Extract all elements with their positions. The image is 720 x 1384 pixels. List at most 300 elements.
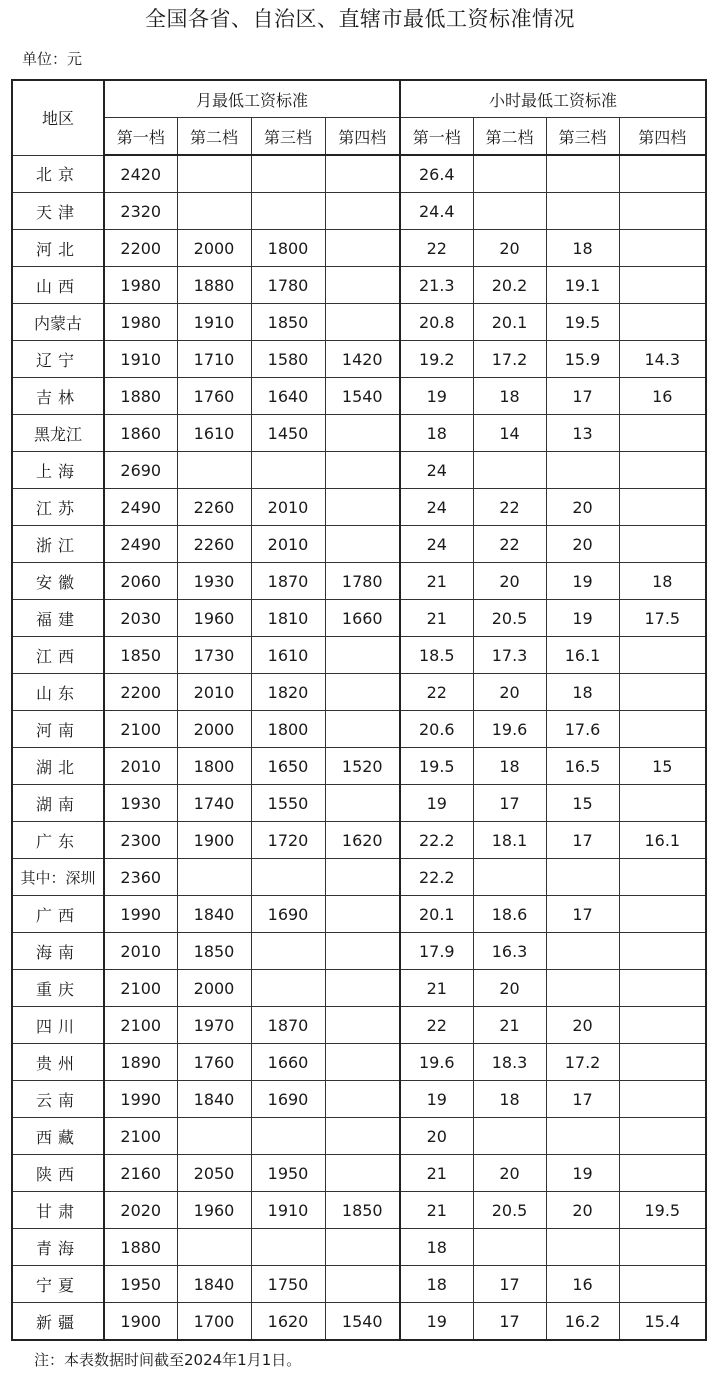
monthly-tier-1-cell: 2060 — [104, 563, 177, 600]
monthly-tier-3-cell: 1750 — [251, 1266, 325, 1303]
monthly-tier-1-cell: 1980 — [104, 267, 177, 304]
table-row — [12, 637, 706, 674]
monthly-tier-4-cell — [325, 304, 400, 341]
hourly-tier-2-cell: 22 — [473, 526, 546, 563]
region-cell: 陕西 — [12, 1155, 104, 1192]
monthly-tier-2-cell: 1900 — [177, 822, 251, 859]
monthly-tier-4-cell — [325, 526, 400, 563]
table-row — [12, 489, 706, 526]
hourly-tier-3-cell — [546, 933, 619, 970]
hourly-tier-4-cell — [619, 489, 706, 526]
header-monthly: 月最低工资标准 — [104, 80, 400, 118]
monthly-tier-3-cell — [251, 933, 325, 970]
table-row — [12, 526, 706, 563]
region-cell: 四川 — [12, 1007, 104, 1044]
hourly-tier-2-cell: 16.3 — [473, 933, 546, 970]
table-body — [12, 155, 706, 1340]
monthly-tier-3-cell: 1800 — [251, 711, 325, 748]
table-row — [12, 267, 706, 304]
region-cell: 其中：深圳 — [12, 859, 104, 896]
hourly-tier-4-cell: 17.5 — [619, 600, 706, 637]
monthly-tier-2-cell: 2010 — [177, 674, 251, 711]
monthly-tier-3-cell: 1800 — [251, 230, 325, 267]
monthly-tier-4-cell — [325, 1007, 400, 1044]
hourly-tier-2-cell: 22 — [473, 489, 546, 526]
hourly-tier-1-cell: 24 — [400, 526, 473, 563]
hourly-tier-2-cell — [473, 452, 546, 489]
hourly-tier-2-cell: 18.6 — [473, 896, 546, 933]
monthly-tier-3-cell: 1870 — [251, 563, 325, 600]
region-cell: 山西 — [12, 267, 104, 304]
monthly-tier-1-cell: 1880 — [104, 1229, 177, 1266]
hourly-tier-4-cell — [619, 1155, 706, 1192]
hourly-tier-4-cell — [619, 1229, 706, 1266]
monthly-tier-3-cell: 1950 — [251, 1155, 325, 1192]
region-cell: 内蒙古 — [12, 304, 104, 341]
hourly-tier-3-cell: 19 — [546, 563, 619, 600]
hourly-tier-1-cell: 20.1 — [400, 896, 473, 933]
monthly-tier-2-cell: 2000 — [177, 970, 251, 1007]
monthly-tier-4-cell — [325, 230, 400, 267]
monthly-tier-2-cell — [177, 193, 251, 230]
hourly-tier-2-cell: 17 — [473, 1303, 546, 1341]
region-cell: 天津 — [12, 193, 104, 230]
monthly-tier-1-cell: 2030 — [104, 600, 177, 637]
monthly-tier-4-cell — [325, 1044, 400, 1081]
hourly-tier-2-cell: 20.5 — [473, 600, 546, 637]
monthly-tier-2-cell: 1760 — [177, 378, 251, 415]
region-cell: 新疆 — [12, 1303, 104, 1341]
hourly-tier-1-cell: 20 — [400, 1118, 473, 1155]
table-row — [12, 785, 706, 822]
monthly-tier-3-cell: 1690 — [251, 1081, 325, 1118]
monthly-tier-1-cell: 2160 — [104, 1155, 177, 1192]
hourly-tier-1-cell: 19 — [400, 785, 473, 822]
hourly-tier-2-cell: 20 — [473, 230, 546, 267]
region-cell: 海南 — [12, 933, 104, 970]
monthly-tier-2-cell: 1800 — [177, 748, 251, 785]
table-row — [12, 1266, 706, 1303]
hourly-tier-2-cell: 18.1 — [473, 822, 546, 859]
monthly-tier-3-cell — [251, 859, 325, 896]
monthly-tier-2-cell: 1880 — [177, 267, 251, 304]
monthly-tier-2-cell: 1960 — [177, 1192, 251, 1229]
monthly-tier-2-cell: 1840 — [177, 1266, 251, 1303]
hourly-tier-3-cell: 17 — [546, 1081, 619, 1118]
header-hourly-tier-3: 第三档 — [546, 118, 619, 156]
hourly-tier-2-cell: 20 — [473, 563, 546, 600]
hourly-tier-1-cell: 21 — [400, 563, 473, 600]
monthly-tier-3-cell: 1690 — [251, 896, 325, 933]
table-row — [12, 1118, 706, 1155]
hourly-tier-1-cell: 22 — [400, 674, 473, 711]
monthly-tier-2-cell: 1840 — [177, 896, 251, 933]
hourly-tier-3-cell: 20 — [546, 1007, 619, 1044]
hourly-tier-1-cell: 22 — [400, 230, 473, 267]
hourly-tier-3-cell: 16.2 — [546, 1303, 619, 1341]
hourly-tier-4-cell — [619, 1007, 706, 1044]
hourly-tier-1-cell: 19 — [400, 1081, 473, 1118]
header-region: 地区 — [12, 80, 104, 155]
monthly-tier-2-cell: 1710 — [177, 341, 251, 378]
hourly-tier-3-cell — [546, 1229, 619, 1266]
monthly-tier-2-cell: 1910 — [177, 304, 251, 341]
monthly-tier-1-cell: 2010 — [104, 748, 177, 785]
hourly-tier-3-cell: 18 — [546, 230, 619, 267]
table-row — [12, 859, 706, 896]
hourly-tier-1-cell: 21.3 — [400, 267, 473, 304]
table-row — [12, 933, 706, 970]
unit-label: 单位：元 — [22, 50, 83, 68]
monthly-tier-1-cell: 1860 — [104, 415, 177, 452]
hourly-tier-2-cell — [473, 1229, 546, 1266]
hourly-tier-1-cell: 20.6 — [400, 711, 473, 748]
hourly-tier-1-cell: 18 — [400, 415, 473, 452]
hourly-tier-1-cell: 22 — [400, 1007, 473, 1044]
monthly-tier-3-cell: 1780 — [251, 267, 325, 304]
monthly-tier-1-cell: 1980 — [104, 304, 177, 341]
hourly-tier-1-cell: 17.9 — [400, 933, 473, 970]
hourly-tier-2-cell: 20.5 — [473, 1192, 546, 1229]
monthly-tier-1-cell: 1910 — [104, 341, 177, 378]
hourly-tier-4-cell — [619, 193, 706, 230]
monthly-tier-2-cell: 1840 — [177, 1081, 251, 1118]
monthly-tier-3-cell — [251, 1118, 325, 1155]
monthly-tier-4-cell — [325, 1229, 400, 1266]
table-row — [12, 711, 706, 748]
header-monthly-tier-4: 第四档 — [325, 118, 400, 156]
region-cell: 吉林 — [12, 378, 104, 415]
monthly-tier-4-cell — [325, 859, 400, 896]
hourly-tier-1-cell: 22.2 — [400, 859, 473, 896]
monthly-tier-2-cell — [177, 155, 251, 193]
monthly-tier-3-cell: 1610 — [251, 637, 325, 674]
monthly-tier-2-cell: 1740 — [177, 785, 251, 822]
hourly-tier-2-cell: 18 — [473, 1081, 546, 1118]
region-cell: 河南 — [12, 711, 104, 748]
hourly-tier-2-cell: 18 — [473, 748, 546, 785]
hourly-tier-4-cell — [619, 155, 706, 193]
table-row — [12, 1044, 706, 1081]
region-cell: 江西 — [12, 637, 104, 674]
hourly-tier-2-cell: 20 — [473, 674, 546, 711]
table-row — [12, 748, 706, 785]
hourly-tier-3-cell: 20 — [546, 526, 619, 563]
table-row — [12, 415, 706, 452]
table-row — [12, 341, 706, 378]
hourly-tier-3-cell: 19.1 — [546, 267, 619, 304]
monthly-tier-2-cell: 1760 — [177, 1044, 251, 1081]
region-cell: 辽宁 — [12, 341, 104, 378]
monthly-tier-1-cell: 2100 — [104, 970, 177, 1007]
hourly-tier-1-cell: 20.8 — [400, 304, 473, 341]
hourly-tier-3-cell: 20 — [546, 489, 619, 526]
monthly-tier-4-cell — [325, 155, 400, 193]
monthly-tier-4-cell: 1420 — [325, 341, 400, 378]
monthly-tier-3-cell: 1820 — [251, 674, 325, 711]
monthly-tier-3-cell: 1850 — [251, 304, 325, 341]
monthly-tier-3-cell: 2010 — [251, 526, 325, 563]
region-cell: 贵州 — [12, 1044, 104, 1081]
monthly-tier-2-cell: 1970 — [177, 1007, 251, 1044]
header-hourly: 小时最低工资标准 — [400, 80, 706, 118]
header-monthly-tier-1: 第一档 — [104, 118, 177, 156]
monthly-tier-1-cell: 2020 — [104, 1192, 177, 1229]
monthly-tier-4-cell: 1520 — [325, 748, 400, 785]
monthly-tier-1-cell: 1890 — [104, 1044, 177, 1081]
wage-table — [11, 79, 707, 1341]
hourly-tier-3-cell — [546, 452, 619, 489]
region-cell: 黑龙江 — [12, 415, 104, 452]
table-row — [12, 193, 706, 230]
hourly-tier-4-cell — [619, 526, 706, 563]
monthly-tier-4-cell — [325, 452, 400, 489]
header-hourly-tier-4: 第四档 — [619, 118, 706, 156]
monthly-tier-2-cell — [177, 1118, 251, 1155]
region-cell: 宁夏 — [12, 1266, 104, 1303]
region-cell: 广东 — [12, 822, 104, 859]
hourly-tier-2-cell: 17 — [473, 1266, 546, 1303]
monthly-tier-3-cell: 1450 — [251, 415, 325, 452]
monthly-tier-1-cell: 1950 — [104, 1266, 177, 1303]
monthly-tier-4-cell: 1620 — [325, 822, 400, 859]
monthly-tier-2-cell: 1960 — [177, 600, 251, 637]
hourly-tier-1-cell: 24 — [400, 452, 473, 489]
monthly-tier-1-cell: 1990 — [104, 896, 177, 933]
monthly-tier-4-cell — [325, 970, 400, 1007]
monthly-tier-2-cell — [177, 859, 251, 896]
header-hourly-tier-2: 第二档 — [473, 118, 546, 156]
monthly-tier-1-cell: 2320 — [104, 193, 177, 230]
monthly-tier-4-cell — [325, 711, 400, 748]
monthly-tier-3-cell: 1660 — [251, 1044, 325, 1081]
monthly-tier-1-cell: 1930 — [104, 785, 177, 822]
hourly-tier-1-cell: 21 — [400, 600, 473, 637]
monthly-tier-2-cell: 2050 — [177, 1155, 251, 1192]
hourly-tier-3-cell: 16.5 — [546, 748, 619, 785]
hourly-tier-2-cell: 14 — [473, 415, 546, 452]
hourly-tier-2-cell: 17.2 — [473, 341, 546, 378]
monthly-tier-4-cell: 1780 — [325, 563, 400, 600]
table-row — [12, 563, 706, 600]
hourly-tier-4-cell — [619, 1081, 706, 1118]
monthly-tier-4-cell — [325, 267, 400, 304]
monthly-tier-4-cell — [325, 896, 400, 933]
monthly-tier-2-cell: 1700 — [177, 1303, 251, 1341]
table-row — [12, 822, 706, 859]
header-monthly-tier-2: 第二档 — [177, 118, 251, 156]
monthly-tier-1-cell: 2490 — [104, 526, 177, 563]
hourly-tier-2-cell: 18.3 — [473, 1044, 546, 1081]
monthly-tier-2-cell: 1930 — [177, 563, 251, 600]
monthly-tier-1-cell: 2420 — [104, 155, 177, 193]
hourly-tier-3-cell: 19.5 — [546, 304, 619, 341]
hourly-tier-3-cell: 17 — [546, 896, 619, 933]
monthly-tier-2-cell: 2260 — [177, 526, 251, 563]
monthly-tier-3-cell — [251, 193, 325, 230]
region-cell: 西藏 — [12, 1118, 104, 1155]
monthly-tier-3-cell: 1910 — [251, 1192, 325, 1229]
hourly-tier-4-cell — [619, 970, 706, 1007]
table-row — [12, 1081, 706, 1118]
hourly-tier-4-cell — [619, 304, 706, 341]
table-row — [12, 1229, 706, 1266]
header-hourly-tier-1: 第一档 — [400, 118, 473, 156]
monthly-tier-3-cell — [251, 452, 325, 489]
region-cell: 北京 — [12, 155, 104, 193]
monthly-tier-1-cell: 1900 — [104, 1303, 177, 1341]
hourly-tier-2-cell — [473, 1118, 546, 1155]
hourly-tier-2-cell: 18 — [473, 378, 546, 415]
hourly-tier-3-cell: 13 — [546, 415, 619, 452]
region-cell: 青海 — [12, 1229, 104, 1266]
hourly-tier-3-cell — [546, 1118, 619, 1155]
monthly-tier-3-cell — [251, 1229, 325, 1266]
hourly-tier-1-cell: 18 — [400, 1266, 473, 1303]
monthly-tier-2-cell: 2000 — [177, 711, 251, 748]
hourly-tier-4-cell — [619, 711, 706, 748]
hourly-tier-2-cell: 19.6 — [473, 711, 546, 748]
monthly-tier-1-cell: 2300 — [104, 822, 177, 859]
region-cell: 安徽 — [12, 563, 104, 600]
monthly-tier-3-cell: 1580 — [251, 341, 325, 378]
monthly-tier-4-cell — [325, 1118, 400, 1155]
hourly-tier-2-cell: 20 — [473, 1155, 546, 1192]
hourly-tier-1-cell: 19.2 — [400, 341, 473, 378]
monthly-tier-4-cell — [325, 785, 400, 822]
hourly-tier-2-cell: 20.1 — [473, 304, 546, 341]
hourly-tier-3-cell: 17.2 — [546, 1044, 619, 1081]
hourly-tier-2-cell — [473, 193, 546, 230]
hourly-tier-3-cell — [546, 859, 619, 896]
hourly-tier-4-cell: 15.4 — [619, 1303, 706, 1341]
table-row — [12, 1192, 706, 1229]
hourly-tier-4-cell — [619, 230, 706, 267]
monthly-tier-1-cell: 2010 — [104, 933, 177, 970]
hourly-tier-2-cell: 17.3 — [473, 637, 546, 674]
monthly-tier-3-cell — [251, 970, 325, 1007]
monthly-tier-2-cell: 1730 — [177, 637, 251, 674]
header-monthly-tier-3: 第三档 — [251, 118, 325, 156]
hourly-tier-2-cell — [473, 859, 546, 896]
monthly-tier-2-cell: 2000 — [177, 230, 251, 267]
region-cell: 河北 — [12, 230, 104, 267]
region-cell: 重庆 — [12, 970, 104, 1007]
hourly-tier-4-cell — [619, 896, 706, 933]
hourly-tier-1-cell: 22.2 — [400, 822, 473, 859]
monthly-tier-4-cell: 1660 — [325, 600, 400, 637]
monthly-tier-3-cell: 1870 — [251, 1007, 325, 1044]
hourly-tier-1-cell: 19.5 — [400, 748, 473, 785]
hourly-tier-4-cell — [619, 933, 706, 970]
monthly-tier-4-cell — [325, 674, 400, 711]
hourly-tier-1-cell: 21 — [400, 970, 473, 1007]
table-row — [12, 378, 706, 415]
hourly-tier-1-cell: 18.5 — [400, 637, 473, 674]
monthly-tier-2-cell: 2260 — [177, 489, 251, 526]
hourly-tier-2-cell — [473, 155, 546, 193]
hourly-tier-4-cell: 14.3 — [619, 341, 706, 378]
monthly-tier-1-cell: 2100 — [104, 711, 177, 748]
hourly-tier-1-cell: 18 — [400, 1229, 473, 1266]
monthly-tier-4-cell — [325, 933, 400, 970]
hourly-tier-3-cell: 19 — [546, 600, 619, 637]
monthly-tier-4-cell — [325, 193, 400, 230]
monthly-tier-2-cell — [177, 452, 251, 489]
table-row — [12, 896, 706, 933]
monthly-tier-1-cell: 1850 — [104, 637, 177, 674]
hourly-tier-1-cell: 19 — [400, 1303, 473, 1341]
monthly-tier-2-cell: 1610 — [177, 415, 251, 452]
table-row — [12, 600, 706, 637]
region-cell: 浙江 — [12, 526, 104, 563]
hourly-tier-3-cell: 19 — [546, 1155, 619, 1192]
monthly-tier-3-cell: 1550 — [251, 785, 325, 822]
hourly-tier-3-cell — [546, 193, 619, 230]
table-row — [12, 1155, 706, 1192]
region-cell: 福建 — [12, 600, 104, 637]
monthly-tier-1-cell: 1990 — [104, 1081, 177, 1118]
table-row — [12, 304, 706, 341]
monthly-tier-4-cell — [325, 415, 400, 452]
table-row — [12, 1303, 706, 1341]
hourly-tier-2-cell: 17 — [473, 785, 546, 822]
hourly-tier-3-cell — [546, 970, 619, 1007]
hourly-tier-3-cell — [546, 155, 619, 193]
hourly-tier-3-cell: 17 — [546, 822, 619, 859]
monthly-tier-1-cell: 2490 — [104, 489, 177, 526]
monthly-tier-1-cell: 2200 — [104, 674, 177, 711]
hourly-tier-1-cell: 21 — [400, 1192, 473, 1229]
hourly-tier-3-cell: 16.1 — [546, 637, 619, 674]
monthly-tier-3-cell: 1650 — [251, 748, 325, 785]
hourly-tier-4-cell — [619, 1266, 706, 1303]
hourly-tier-3-cell: 18 — [546, 674, 619, 711]
hourly-tier-1-cell: 24.4 — [400, 193, 473, 230]
document-title: 全国各省、自治区、直辖市最低工资标准情况 — [145, 7, 575, 31]
hourly-tier-4-cell — [619, 637, 706, 674]
hourly-tier-4-cell: 16.1 — [619, 822, 706, 859]
monthly-tier-3-cell: 1720 — [251, 822, 325, 859]
monthly-tier-4-cell — [325, 489, 400, 526]
hourly-tier-3-cell: 17 — [546, 378, 619, 415]
footnote: 注：本表数据时间截至2024年1月1日。 — [34, 1351, 302, 1369]
hourly-tier-4-cell: 19.5 — [619, 1192, 706, 1229]
hourly-tier-3-cell: 15.9 — [546, 341, 619, 378]
monthly-tier-3-cell: 1810 — [251, 600, 325, 637]
monthly-tier-1-cell: 2360 — [104, 859, 177, 896]
table-row — [12, 1007, 706, 1044]
hourly-tier-1-cell: 24 — [400, 489, 473, 526]
hourly-tier-3-cell: 17.6 — [546, 711, 619, 748]
monthly-tier-4-cell: 1540 — [325, 378, 400, 415]
table-row — [12, 452, 706, 489]
region-cell: 湖北 — [12, 748, 104, 785]
hourly-tier-1-cell: 19.6 — [400, 1044, 473, 1081]
hourly-tier-1-cell: 26.4 — [400, 155, 473, 193]
monthly-tier-4-cell: 1540 — [325, 1303, 400, 1341]
monthly-tier-1-cell: 2100 — [104, 1007, 177, 1044]
hourly-tier-4-cell — [619, 267, 706, 304]
region-cell: 上海 — [12, 452, 104, 489]
hourly-tier-3-cell: 20 — [546, 1192, 619, 1229]
hourly-tier-4-cell — [619, 1118, 706, 1155]
table-row — [12, 230, 706, 267]
monthly-tier-4-cell — [325, 1081, 400, 1118]
monthly-tier-4-cell — [325, 1266, 400, 1303]
monthly-tier-4-cell — [325, 637, 400, 674]
monthly-tier-3-cell: 2010 — [251, 489, 325, 526]
